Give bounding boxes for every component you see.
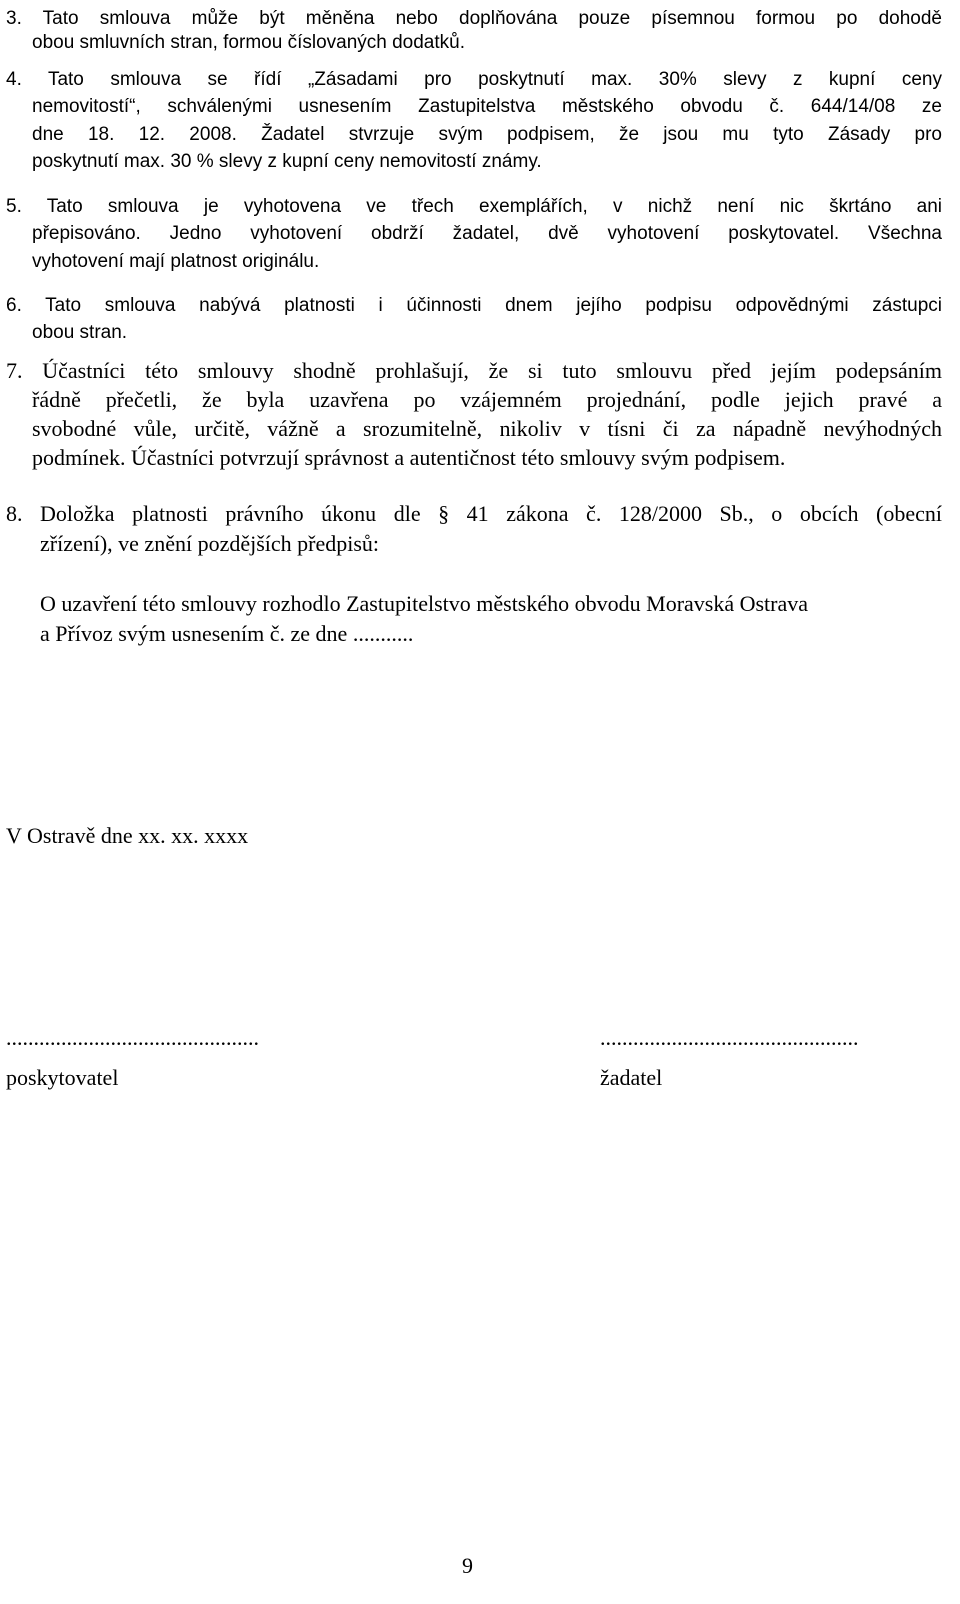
paragraph-4-line-4: poskytnutí max. 30 % slevy z kupní ceny nemovitostí známy. bbox=[32, 151, 542, 172]
approval-clause-line-2: a Přívoz svým usnesením č. ze dne ........... bbox=[40, 621, 414, 646]
page-number: 9 bbox=[462, 1553, 473, 1578]
paragraph-5-line-1: 5. Tato smlouva je vyhotovena ve třech exemplářích, v nichž není nic škrtáno ani bbox=[6, 196, 942, 217]
paragraph-6-line-1: 6. Tato smlouva nabývá platnosti i účinnosti dnem jejího podpisu odpovědnými zástupci bbox=[6, 295, 942, 316]
signature-right-line: ............................................... bbox=[600, 1025, 859, 1050]
paragraph-7-line-4: podmínek. Účastníci potvrzují správnost a autentičnost této smlouvy svým podpisem. bbox=[32, 445, 786, 470]
paragraph-7-line-1: 7. Účastníci této smlouvy shodně prohlašují, že si tuto smlouvu před jejím podepsáním bbox=[6, 358, 942, 383]
signature-left-line: .............................................. bbox=[6, 1025, 259, 1050]
signature-left-label: poskytovatel bbox=[6, 1065, 119, 1090]
paragraph-3-line-2: obou smluvních stran, formou číslovaných dodatků. bbox=[32, 32, 466, 53]
paragraph-4-line-1: 4. Tato smlouva se řídí „Zásadami pro poskytnutí max. 30% slevy z kupní ceny bbox=[6, 69, 942, 90]
paragraph-5-line-2: přepisováno. Jedno vyhotovení obdrží žadatel, dvě vyhotovení poskytovatel. Všechna bbox=[32, 223, 942, 244]
paragraph-7-line-2: řádně přečetli, že byla uzavřena po vzájemném projednání, podle jejich pravé a bbox=[32, 387, 942, 412]
paragraph-7-line-3: svobodné vůle, určitě, vážně a srozumitelně, nikoliv v tísni či za nápadně nevýhodných bbox=[32, 416, 942, 441]
paragraph-8-line-1: 8. Doložka platnosti právního úkonu dle § 41 zákona č. 128/2000 Sb., o obcích (obecní bbox=[6, 501, 942, 526]
paragraph-5-line-3: vyhotovení mají platnost originálu. bbox=[32, 251, 320, 272]
signature-right-label: žadatel bbox=[600, 1065, 663, 1090]
paragraph-3-line-1: 3. Tato smlouva může být měněna nebo doplňována pouze písemnou formou po dohodě bbox=[6, 8, 942, 29]
paragraph-4-line-3: dne 18. 12. 2008. Žadatel stvrzuje svým podpisem, že jsou mu tyto Zásady pro bbox=[32, 124, 942, 145]
approval-clause-line-1: O uzavření této smlouvy rozhodlo Zastupitelstvo městského obvodu Moravská Ostrava bbox=[40, 591, 809, 616]
paragraph-4-line-2: nemovitostí“, schválenými usnesením Zastupitelstva městského obvodu č. 644/14/08 ze bbox=[32, 96, 942, 117]
place-date: V Ostravě dne xx. xx. xxxx bbox=[6, 823, 249, 848]
paragraph-6-line-2: obou stran. bbox=[32, 322, 128, 343]
paragraph-8-line-2: zřízení), ve znění pozdějších předpisů: bbox=[40, 531, 380, 556]
